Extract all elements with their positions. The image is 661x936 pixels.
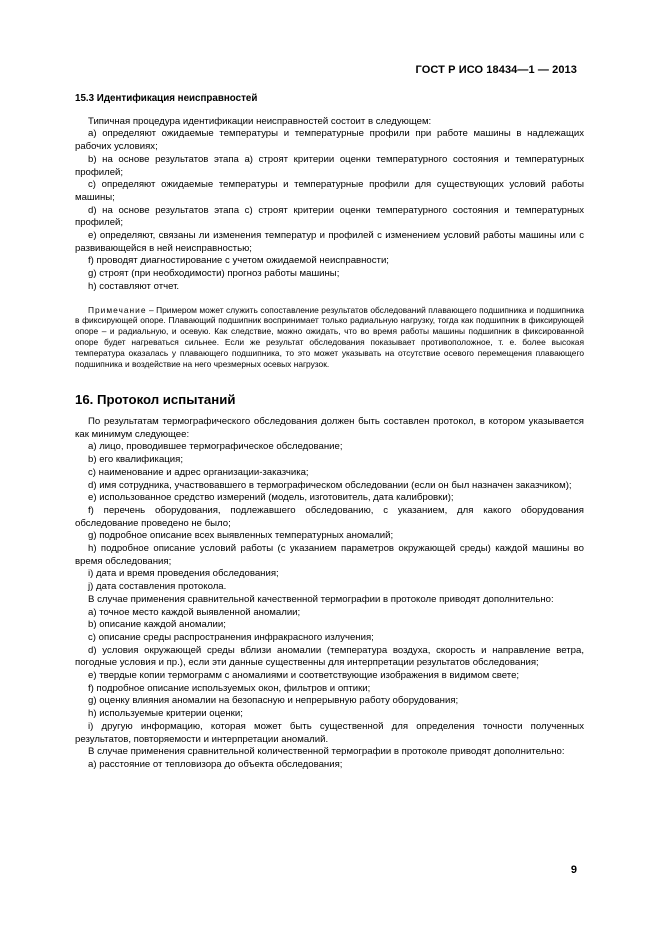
paragraph: d) имя сотрудника, участвовавшего в термографическом обследовании (если он был назначен заказчиком);	[88, 479, 572, 491]
paragraph: b) на основе результатов этапа a) строят критерии оценки температурного состояния и температурных профилей;	[75, 153, 584, 178]
paragraph: В случае применения сравнительной количественной термографии в протоколе приводят дополнительно:	[88, 746, 565, 758]
paragraph: c) описание среды распространения инфракрасного излучения;	[88, 631, 374, 643]
paragraph: Типичная процедура идентификации неисправностей состоит в следующем:	[88, 115, 432, 127]
paragraph: e) твердые копии термограмм с аномалиями и соответствующие изображения в видимом свете;	[88, 670, 520, 682]
note-text: – Примером может служить сопоставление результатов обследований плавающего подшипника и подшипника в фиксирующей опоре. Плавающий подшипник воспринимает только радиальную нагрузку, тогда как подшипник в фиксирующей опоре – и радиальную, и осевую. Как следствие, можно ожидать, что во время работы машины подшипник в фиксированной опоре будет нагреваться сильнее. Если же результат обследования показывает противоположное, т. е. более высокая температура оказалась у плавающего подшипника, то это может указывать на отсутствие осевого перемещения плавающего подшипника и воздействие на него чрезмерных осевых нагрузок.	[75, 304, 584, 370]
paragraph: i) дата и время проведения обследования;	[88, 568, 279, 580]
note-paragraph	[75, 305, 584, 370]
paragraph: g) подробное описание всех выявленных температурных аномалий;	[88, 530, 394, 542]
paragraph: g) оценку влияния аномалии на безопасную и непрерывную работу оборудования;	[88, 695, 459, 707]
paragraph: f) перечень оборудования, подлежавшего обследованию, с указанием, для какого оборудования обследование проведено не было;	[75, 504, 584, 529]
paragraph: a) определяют ожидаемые температуры и температурные профили при работе машины в надлежащих рабочих условиях;	[75, 128, 584, 153]
paragraph: a) расстояние от тепловизора до объекта обследования;	[88, 758, 343, 770]
paragraph: b) его квалификация;	[88, 454, 184, 466]
paragraph: h) подробное описание условий работы (с указанием параметров окружающей среды) каждой машины во время обследования;	[75, 543, 584, 567]
paragraph: j) дата составления протокола.	[88, 581, 227, 593]
paragraph: d) условия окружающей среды вблизи аномалии (температура воздуха, скорость и направление ветра, погодные условия и пр.), если эти данные существенны для интерпретации результатов обследования;	[75, 644, 584, 669]
document-code-header: ГОСТ Р ИСО 18434—1 — 2013	[415, 64, 577, 76]
paragraph: b) описание каждой аномалии;	[88, 619, 226, 631]
paragraph: c) наименование и адрес организации-заказчика;	[88, 466, 309, 478]
page-number: 9	[570, 864, 577, 876]
paragraph: d) на основе результатов этапа c) строят критерии оценки температурного состояния и температурных профилей;	[75, 204, 584, 229]
paragraph: f) проводят диагностирование с учетом ожидаемой неисправности;	[88, 255, 389, 267]
paragraph: c) определяют ожидаемые температуры и температурные профили для существующих условий работы машины;	[75, 179, 584, 203]
paragraph: В случае применения сравнительной качественной термографии в протоколе приводят дополнительно:	[88, 593, 554, 605]
section-16-heading: 16. Протокол испытаний	[75, 391, 236, 407]
paragraph: a) лицо, проводившее термографическое обследование;	[88, 441, 343, 453]
paragraph: e) использованное средство измерений (модель, изготовитель, дата калибровки);	[88, 492, 454, 504]
section-15-3-heading: 15.3 Идентификация неисправностей	[75, 93, 258, 104]
paragraph: a) точное место каждой выявленной аномалии;	[88, 606, 301, 618]
section-16-body	[75, 416, 584, 772]
paragraph: i) другую информацию, которая может быть существенной для определения точности полученных результатов, повторяемости и интерпретации аномалий.	[75, 720, 584, 745]
paragraph: h) составляют отчет.	[88, 280, 180, 292]
paragraph: e) определяют, связаны ли изменения температур и профилей с изменением условий работы машины или с развивающейся в ней неисправностью;	[75, 230, 584, 254]
paragraph: h) используемые критерии оценки;	[88, 708, 243, 720]
note-label: Примечание	[88, 304, 147, 315]
page-content	[75, 93, 584, 772]
paragraph: f) подробное описание используемых окон, фильтров и оптики;	[88, 682, 371, 694]
section-15-3-body	[75, 116, 584, 294]
paragraph: g) строят (при необходимости) прогноз работы машины;	[88, 268, 340, 280]
paragraph: По результатам термографического обследования должен быть составлен протокол, в котором указывается как минимум следующее:	[75, 415, 584, 440]
